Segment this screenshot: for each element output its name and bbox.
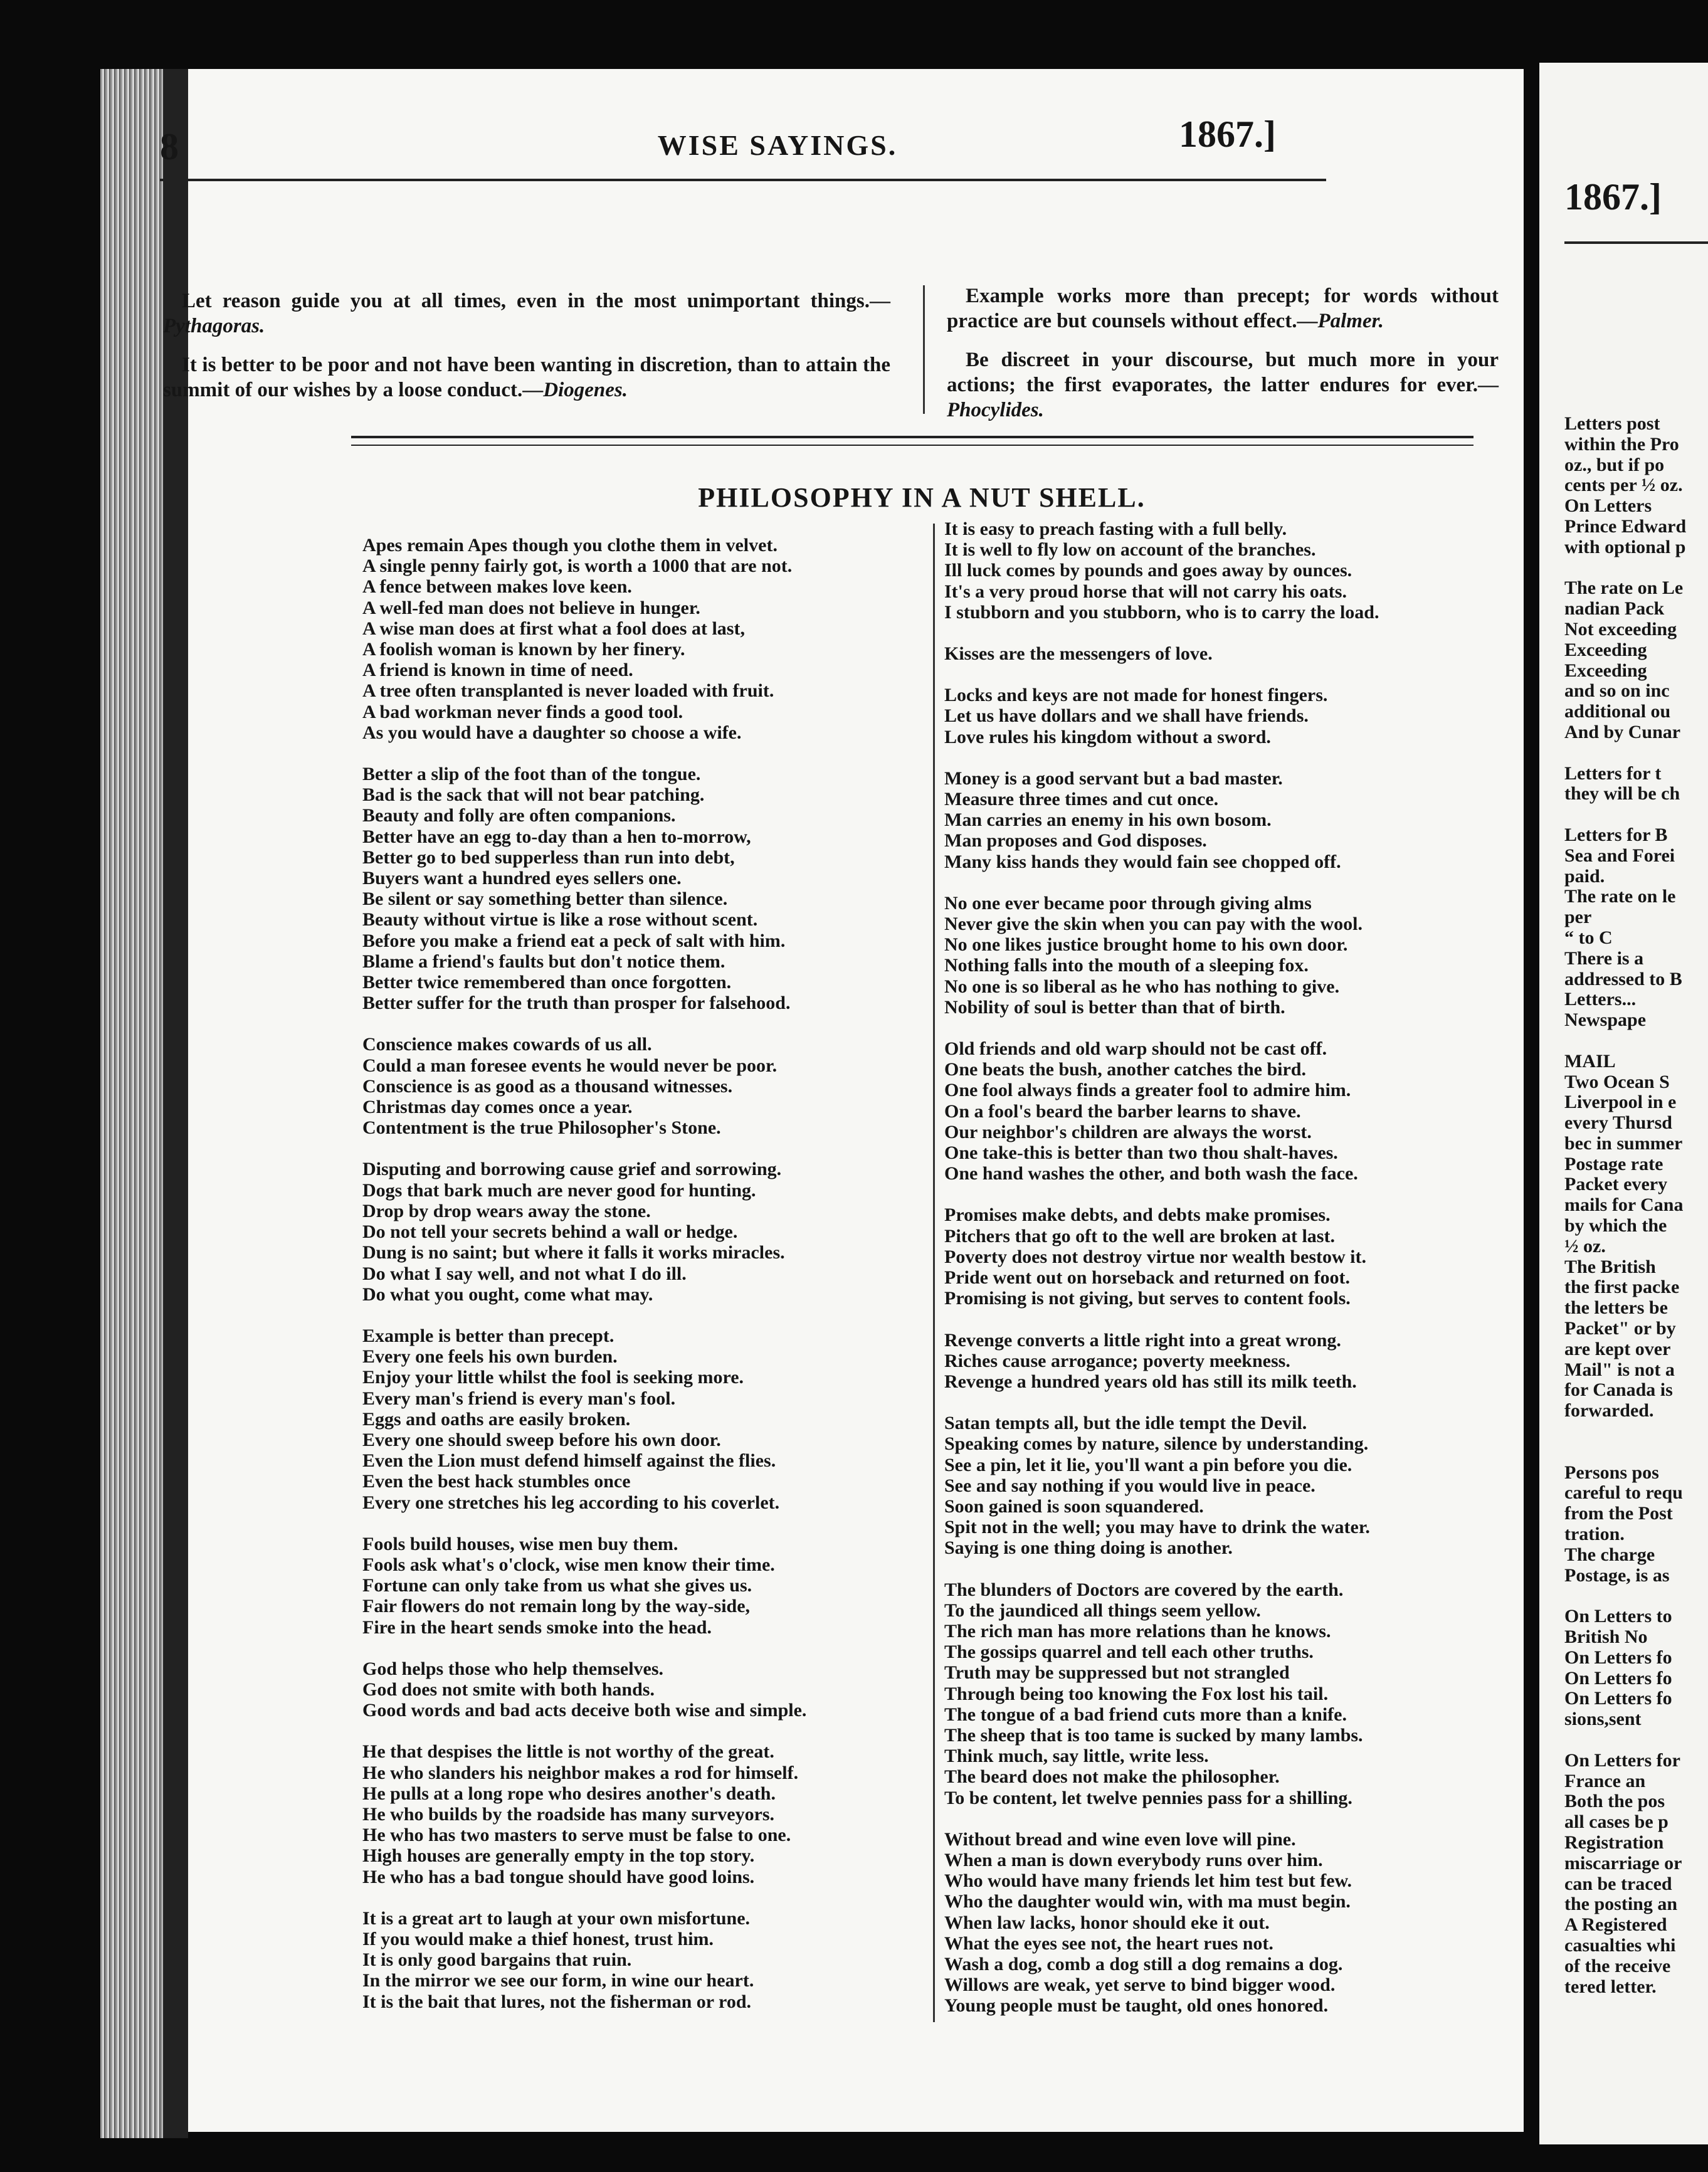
proverb-line: Old friends and old warp should not be cast off. bbox=[944, 1038, 1327, 1060]
proverb-line: In the mirror we see our form, in wine our heart. bbox=[362, 1970, 754, 1991]
proverb-line: It is easy to preach fasting with a full belly. bbox=[944, 519, 1287, 539]
proverb-line: Satan tempts all, but the idle tempt the Devil. bbox=[944, 1413, 1307, 1434]
section-title: PHILOSOPHY IN A NUT SHELL. bbox=[698, 482, 1146, 513]
proverb-line: No one ever became poor through giving alms bbox=[944, 892, 1312, 914]
adjacent-text-line: The charge bbox=[1564, 1544, 1655, 1565]
proverb-line: Fools build houses, wise men buy them. bbox=[362, 1533, 678, 1554]
adjacent-text-line: The rate on le bbox=[1564, 886, 1676, 907]
proverb-line: To be content, let twelve pennies pass for a shilling. bbox=[944, 1787, 1352, 1808]
adjacent-text-line: France an bbox=[1564, 1770, 1646, 1791]
proverb-line: Promising is not giving, but serves to content fools. bbox=[944, 1288, 1351, 1309]
proverb-line: A well-fed man does not believe in hunger. bbox=[362, 597, 700, 618]
proverb-line: If you would make a thief honest, trust him. bbox=[362, 1928, 714, 1949]
adjacent-text-line: Postage rate bbox=[1564, 1153, 1663, 1174]
proverb-line: Contentment is the true Philosopher's Stone. bbox=[362, 1117, 721, 1139]
proverb-line: Apes remain Apes though you clothe them in velvet. bbox=[362, 535, 778, 556]
proverbs-right-column bbox=[944, 519, 1509, 2037]
adjacent-text-line bbox=[1564, 1586, 1708, 1606]
proverb-group bbox=[362, 535, 927, 743]
proverb-line: Even the Lion must defend himself against the flies. bbox=[362, 1450, 776, 1472]
proverb-line: Conscience is as good as a thousand witnesses. bbox=[362, 1075, 733, 1097]
adjacent-text-line: miscarriage or bbox=[1564, 1852, 1682, 1874]
proverb-line: Many kiss hands they would fain see chopped off. bbox=[944, 851, 1341, 872]
proverb-group bbox=[944, 768, 1509, 872]
proverb-line: One beats the bush, another catches the bird. bbox=[944, 1059, 1306, 1080]
proverb-line: What the eyes see not, the heart rues not. bbox=[944, 1932, 1273, 1954]
proverb-group bbox=[944, 1205, 1509, 1309]
proverb-line: He who builds by the roadside has many surveyors. bbox=[362, 1803, 775, 1825]
proverb-line: The beard does not make the philosopher. bbox=[944, 1766, 1280, 1788]
adjacent-text-line: forwarded. bbox=[1564, 1400, 1654, 1421]
adjacent-text-line: Letters... bbox=[1564, 989, 1637, 1010]
proverb-line: Do what you ought, come what may. bbox=[362, 1284, 653, 1305]
adjacent-text-line: the first packe bbox=[1564, 1277, 1680, 1298]
adjacent-text-line: careful to requ bbox=[1564, 1482, 1683, 1504]
proverb-line: The rich man has more relations than he knows. bbox=[944, 1620, 1331, 1642]
proverb-line: He who slanders his neighbor makes a rod for himself. bbox=[362, 1762, 799, 1783]
quote: It is better to be poor and not have been wanting in discretion, than to attain the summit of our wishes by a loose conduct.—Diogenes. bbox=[163, 354, 890, 401]
proverb-line: See a pin, let it lie, you'll want a pin before you die. bbox=[944, 1454, 1352, 1475]
proverb-line: Saying is one thing doing is another. bbox=[944, 1537, 1233, 1559]
adjacent-text-line: mails for Cana bbox=[1564, 1194, 1684, 1216]
proverb-line: High houses are generally empty in the top story. bbox=[362, 1845, 755, 1867]
proverb-group bbox=[944, 893, 1509, 1018]
proverb-line: Dogs that bark much are never good for hunting. bbox=[362, 1179, 756, 1201]
proverb-line: The sheep that is too tame is sucked by many lambs. bbox=[944, 1724, 1363, 1746]
proverb-line: He that despises the little is not worthy of the great. bbox=[362, 1741, 774, 1763]
quote-divider bbox=[923, 285, 925, 414]
adjacent-text-line bbox=[1564, 1730, 1708, 1751]
adjacent-page bbox=[1539, 63, 1708, 2144]
adjacent-text-line bbox=[1564, 804, 1708, 825]
proverb-line: Eggs and oaths are easily broken. bbox=[362, 1408, 631, 1430]
proverb-group bbox=[944, 685, 1509, 747]
proverb-line: The gossips quarrel and tell each other truths. bbox=[944, 1642, 1314, 1663]
adjacent-text-line: Letters post bbox=[1564, 413, 1660, 434]
adjacent-text-line: Exceeding bbox=[1564, 660, 1647, 681]
proverb-line: A foolish woman is known by her finery. bbox=[362, 639, 685, 660]
quote: Example works more than precept; for words without practice are but counsels without effect.—Palmer. bbox=[947, 285, 1499, 332]
adjacent-text-line: sions,sent bbox=[1564, 1709, 1642, 1730]
adjacent-text-line: Packet" or by bbox=[1564, 1318, 1676, 1339]
proverb-line: Riches cause arrogance; poverty meekness. bbox=[944, 1350, 1290, 1371]
quote: Be discreet in your discourse, but much more in your actions; the first evaporates, the latter endures for ever.—Phocylides. bbox=[947, 349, 1499, 421]
proverb-line: Fire in the heart sends smoke into the head. bbox=[362, 1616, 712, 1638]
adjacent-text-line: bec in summer bbox=[1564, 1132, 1683, 1154]
adjacent-text-line: within the Pro bbox=[1564, 433, 1679, 455]
adjacent-text-line: casualties whi bbox=[1564, 1934, 1676, 1956]
adjacent-text-line: for Canada is bbox=[1564, 1379, 1673, 1401]
adjacent-text-line: Both the pos bbox=[1564, 1791, 1665, 1812]
proverb-line: Ill luck comes by pounds and goes away by ounces. bbox=[944, 560, 1352, 581]
header-rule bbox=[160, 179, 1326, 181]
proverb-group bbox=[944, 1579, 1509, 1808]
adjacent-text-line: On Letters fo bbox=[1564, 1688, 1672, 1709]
proverb-line: Truth may be suppressed but not strangled bbox=[944, 1662, 1290, 1684]
adjacent-text-line: the letters be bbox=[1564, 1297, 1668, 1319]
proverb-line: He who has a bad tongue should have good loins. bbox=[362, 1866, 755, 1887]
proverb-line: Better have an egg to-day than a hen to-morrow, bbox=[362, 826, 751, 847]
proverb-line: Blame a friend's faults but don't notice them. bbox=[362, 951, 725, 972]
proverb-line: Man carries an enemy in his own bosom. bbox=[944, 809, 1272, 831]
proverb-line: Bad is the sack that will not bear patching. bbox=[362, 784, 705, 806]
proverb-line: Willows are weak, yet serve to bind bigger wood. bbox=[944, 1974, 1336, 1996]
adjacent-text-line: Newspape bbox=[1564, 1010, 1647, 1031]
adjacent-text-line bbox=[1564, 558, 1708, 579]
proverb-line: One fool always finds a greater fool to admire him. bbox=[944, 1080, 1351, 1101]
proverb-line: Every one stretches his leg according to his coverlet. bbox=[362, 1492, 780, 1513]
proverb-line: As you would have a daughter so choose a wife. bbox=[362, 722, 742, 743]
section-rule bbox=[351, 436, 1473, 446]
adjacent-text-line: Sea and Forei bbox=[1564, 845, 1675, 866]
adjacent-text-line: Packet every bbox=[1564, 1174, 1668, 1195]
proverb-group bbox=[362, 764, 927, 1013]
proverb-line: Drop by drop wears away the stone. bbox=[362, 1200, 651, 1221]
proverb-line: No one is so liberal as he who has nothing to give. bbox=[944, 976, 1340, 997]
proverb-line: Fools ask what's o'clock, wise men know their time. bbox=[362, 1554, 775, 1575]
page-number: 8 bbox=[160, 126, 179, 167]
adjacent-text-line bbox=[1564, 1442, 1708, 1463]
adjacent-text-line: they will be ch bbox=[1564, 783, 1680, 804]
proverb-line: Revenge converts a little right into a great wrong. bbox=[944, 1329, 1341, 1351]
proverb-line: Wash a dog, comb a dog still a dog remains a dog. bbox=[944, 1953, 1343, 1974]
proverb-group bbox=[362, 1741, 927, 1887]
proverb-line: Beauty without virtue is like a rose without scent. bbox=[362, 909, 758, 930]
proverb-group bbox=[944, 1829, 1509, 2016]
proverb-line: Without bread and wine even love will pine. bbox=[944, 1828, 1296, 1850]
proverb-line: It is a great art to laugh at your own misfortune. bbox=[362, 1907, 751, 1929]
proverbs-left-column bbox=[362, 535, 927, 2033]
proverb-line: Do what I say well, and not what I do ill. bbox=[362, 1263, 687, 1284]
adjacent-text-line: On Letters fo bbox=[1564, 1667, 1672, 1689]
adjacent-text-line: cents per ½ oz. bbox=[1564, 475, 1683, 496]
proverb-line: Man proposes and God disposes. bbox=[944, 830, 1207, 851]
adjacent-text-line: of the receive bbox=[1564, 1955, 1671, 1976]
proverb-line: Soon gained is soon squandered. bbox=[944, 1495, 1204, 1517]
adjacent-text-line: Letters for t bbox=[1564, 762, 1662, 784]
proverb-line: Better a slip of the foot than of the tongue. bbox=[362, 764, 701, 785]
proverb-line: On a fool's beard the barber learns to shave. bbox=[944, 1100, 1301, 1122]
proverb-line: Pitchers that go oft to the well are broken at last. bbox=[944, 1225, 1335, 1247]
proverb-line: The tongue of a bad friend cuts more than a knife. bbox=[944, 1704, 1347, 1725]
proverb-line: Before you make a friend eat a peck of salt with him. bbox=[362, 930, 786, 951]
proverb-line: Be silent or say something better than silence. bbox=[362, 888, 728, 910]
adjacent-text-line: from the Post bbox=[1564, 1503, 1673, 1524]
proverb-line: Fair flowers do not remain long by the way-side, bbox=[362, 1596, 751, 1617]
adjacent-text-line: British No bbox=[1564, 1626, 1648, 1648]
page-year: 1867.] bbox=[1179, 113, 1276, 155]
adjacent-text-line: Postage, is as bbox=[1564, 1564, 1670, 1586]
proverb-line: Better go to bed supperless than run into debt, bbox=[362, 846, 735, 868]
adjacent-text-line: with optional p bbox=[1564, 536, 1686, 557]
proverb-line: Money is a good servant but a bad master. bbox=[944, 767, 1283, 789]
proverb-line: Who the daughter would win, with ma must begin. bbox=[944, 1891, 1351, 1912]
proverb-line: God does not smite with both hands. bbox=[362, 1679, 655, 1700]
adjacent-text-line: additional ou bbox=[1564, 701, 1671, 722]
adjacent-text-line: And by Cunar bbox=[1564, 721, 1681, 742]
proverb-line: One hand washes the other, and both wash the face. bbox=[944, 1163, 1358, 1184]
adjacent-text-line: nadian Pack bbox=[1564, 598, 1665, 619]
adjacent-text-line: Liverpool in e bbox=[1564, 1092, 1677, 1113]
adjacent-text-line: Registration bbox=[1564, 1832, 1664, 1853]
column-divider bbox=[933, 524, 935, 2022]
proverb-group bbox=[944, 1038, 1509, 1184]
adjacent-text-line: On Letters fo bbox=[1564, 1647, 1672, 1668]
proverb-line: When a man is down everybody runs over him. bbox=[944, 1849, 1323, 1870]
adjacent-text-line: Letters for B bbox=[1564, 824, 1668, 845]
adjacent-text-line: On Letters bbox=[1564, 495, 1652, 517]
proverb-line: A wise man does at first what a fool does at last, bbox=[362, 618, 745, 639]
proverb-line: When law lacks, honor should eke it out. bbox=[944, 1912, 1270, 1933]
adjacent-text-line bbox=[1564, 1421, 1708, 1442]
adjacent-text-line: the posting an bbox=[1564, 1894, 1678, 1915]
proverb-line: See and say nothing if you would live in peace. bbox=[944, 1475, 1315, 1496]
proverb-line: Promises make debts, and debts make promises. bbox=[944, 1205, 1331, 1226]
proverb-line: Revenge a hundred years old has still its milk teeth. bbox=[944, 1371, 1357, 1392]
proverb-line: Could a man foresee events he would never be poor. bbox=[362, 1055, 778, 1076]
proverb-line: Fortune can only take from us what she gives us. bbox=[362, 1575, 752, 1596]
adjacent-text-line: per bbox=[1564, 907, 1592, 928]
proverb-line: Christmas day comes once a year. bbox=[362, 1097, 633, 1118]
adjacent-text-line: Persons pos bbox=[1564, 1462, 1659, 1483]
proverb-line: Who would have many friends let him test but few. bbox=[944, 1870, 1352, 1892]
proverb-line: No one likes justice brought home to his own door. bbox=[944, 934, 1348, 956]
adjacent-text-line bbox=[1564, 743, 1708, 764]
proverb-group bbox=[362, 1326, 927, 1513]
proverb-line: Measure three times and cut once. bbox=[944, 789, 1219, 810]
proverb-line: A friend is known in time of need. bbox=[362, 660, 633, 681]
adjacent-text-line: tered letter. bbox=[1564, 1976, 1657, 1997]
proverb-line: Enjoy your little whilst the fool is seeking more. bbox=[362, 1367, 744, 1388]
proverb-line: Pride went out on horseback and returned on foot. bbox=[944, 1267, 1350, 1289]
adjacent-header-rule bbox=[1564, 241, 1708, 244]
proverb-line: It is only good bargains that ruin. bbox=[362, 1949, 632, 1971]
adjacent-text-line: by which the bbox=[1564, 1215, 1667, 1236]
quotes-right bbox=[947, 283, 1499, 436]
proverb-group bbox=[362, 1534, 927, 1638]
running-title: WISE SAYINGS. bbox=[657, 129, 898, 161]
proverb-line: A fence between makes love keen. bbox=[362, 576, 632, 598]
adjacent-text-line: tration. bbox=[1564, 1524, 1625, 1545]
adjacent-text-line: A Registered bbox=[1564, 1914, 1667, 1936]
adjacent-text-line: MAIL bbox=[1564, 1050, 1616, 1072]
proverb-line: Think much, say little, write less. bbox=[944, 1746, 1209, 1767]
proverb-line: Nothing falls into the mouth of a sleeping fox. bbox=[944, 955, 1309, 976]
proverb-line: God helps those who help themselves. bbox=[362, 1658, 664, 1679]
proverb-line: The blunders of Doctors are covered by the earth. bbox=[944, 1579, 1344, 1600]
quote: Let reason guide you at all times, even in the most unimportant things.—Pythagoras. bbox=[163, 290, 890, 337]
proverb-line: Example is better than precept. bbox=[362, 1325, 614, 1346]
proverb-line: Young people must be taught, old ones honored. bbox=[944, 1995, 1329, 2016]
proverb-line: Better twice remembered than once forgotten. bbox=[362, 972, 732, 993]
proverb-line: Let us have dollars and we shall have friends. bbox=[944, 705, 1309, 727]
adjacent-text-line: addressed to B bbox=[1564, 968, 1682, 989]
proverb-line: Disputing and borrowing cause grief and sorrowing. bbox=[362, 1159, 782, 1180]
adjacent-text-line: Prince Edward bbox=[1564, 515, 1687, 537]
proverb-group bbox=[362, 1034, 927, 1138]
proverb-line: I stubborn and you stubborn, who is to carry the load. bbox=[944, 601, 1379, 623]
proverb-line: Better suffer for the truth than prosper for falsehood. bbox=[362, 993, 791, 1014]
proverb-line: One take-this is better than two thou shalt-haves. bbox=[944, 1142, 1338, 1164]
proverb-line: It's a very proud horse that will not carry his oats. bbox=[944, 581, 1347, 602]
adjacent-text-line: every Thursd bbox=[1564, 1112, 1672, 1134]
adjacent-text-line: oz., but if po bbox=[1564, 454, 1665, 475]
proverb-line: A single penny fairly got, is worth a 1000 that are not. bbox=[362, 556, 793, 577]
adjacent-text-line: and so on inc bbox=[1564, 680, 1670, 702]
proverb-line: He pulls at a long rope who desires another's death. bbox=[362, 1783, 776, 1804]
adjacent-text-line: Two Ocean S bbox=[1564, 1071, 1670, 1092]
proverb-line: Beauty and folly are often companions. bbox=[362, 805, 676, 826]
proverb-line: Locks and keys are not made for honest fingers. bbox=[944, 685, 1328, 706]
proverb-group bbox=[362, 1159, 927, 1304]
adjacent-text-line: The rate on Le bbox=[1564, 577, 1684, 599]
proverb-group bbox=[362, 1908, 927, 2012]
adjacent-text-line: Exceeding bbox=[1564, 639, 1647, 660]
proverb-line: Every man's friend is every man's fool. bbox=[362, 1388, 676, 1409]
proverb-line: Dung is no saint; but where it falls it works miracles. bbox=[362, 1242, 785, 1263]
adjacent-text-line: paid. bbox=[1564, 865, 1605, 887]
proverb-line: Every one should sweep before his own door. bbox=[362, 1429, 721, 1450]
adjacent-text-line: On Letters for bbox=[1564, 1749, 1680, 1771]
proverb-group bbox=[944, 643, 1509, 664]
proverb-line: A bad workman never finds a good tool. bbox=[362, 701, 683, 722]
proverb-line: Spit not in the well; you may have to drink the water. bbox=[944, 1517, 1370, 1538]
quotes-left bbox=[163, 288, 890, 416]
proverb-line: Kisses are the messengers of love. bbox=[944, 643, 1213, 665]
adjacent-text-line bbox=[1564, 1031, 1708, 1052]
adjacent-text-line: Not exceeding bbox=[1564, 618, 1677, 640]
proverb-line: Love rules his kingdom without a sword. bbox=[944, 726, 1271, 747]
proverb-group bbox=[362, 1658, 927, 1721]
proverb-line: Conscience makes cowards of us all. bbox=[362, 1034, 652, 1055]
adjacent-page-text bbox=[1564, 414, 1708, 1997]
adjacent-page-year: 1867.] bbox=[1564, 176, 1662, 218]
proverb-line: Never give the skin when you can pay with the wool. bbox=[944, 914, 1363, 935]
proverb-line: Buyers want a hundred eyes sellers one. bbox=[362, 868, 682, 889]
adjacent-text-line: all cases be p bbox=[1564, 1811, 1668, 1833]
adjacent-text-line: On Letters to bbox=[1564, 1606, 1672, 1627]
adjacent-text-line: “ to C bbox=[1564, 927, 1613, 948]
proverb-line: It is well to fly low on account of the branches. bbox=[944, 539, 1316, 561]
proverb-line: To the jaundiced all things seem yellow. bbox=[944, 1600, 1261, 1621]
proverb-line: Nobility of soul is better than that of birth. bbox=[944, 996, 1285, 1018]
adjacent-text-line: The British bbox=[1564, 1256, 1656, 1277]
proverb-line: A tree often transplanted is never loaded with fruit. bbox=[362, 680, 774, 702]
proverb-line: Through being too knowing the Fox lost his tail. bbox=[944, 1683, 1329, 1704]
adjacent-text-line: There is a bbox=[1564, 947, 1644, 969]
proverb-line: Every one feels his own burden. bbox=[362, 1346, 618, 1368]
adjacent-text-line: are kept over bbox=[1564, 1338, 1671, 1359]
proverb-line: Our neighbor's children are always the worst. bbox=[944, 1121, 1312, 1142]
proverb-line: Do not tell your secrets behind a wall or hedge. bbox=[362, 1221, 738, 1243]
proverb-line: It is the bait that lures, not the fisherman or rod. bbox=[362, 1991, 752, 2012]
proverb-line: Even the best hack stumbles once bbox=[362, 1471, 631, 1492]
proverb-group bbox=[944, 1413, 1509, 1558]
proverb-group bbox=[944, 519, 1509, 623]
proverb-line: Poverty does not destroy virtue nor wealth bestow it. bbox=[944, 1246, 1366, 1267]
proverb-line: Speaking comes by nature, silence by understanding. bbox=[944, 1433, 1369, 1455]
adjacent-text-line: ½ oz. bbox=[1564, 1235, 1606, 1257]
proverb-line: Good words and bad acts deceive both wise and simple. bbox=[362, 1700, 807, 1721]
adjacent-text-line: Mail" is not a bbox=[1564, 1359, 1675, 1380]
adjacent-text-line: can be traced bbox=[1564, 1873, 1672, 1894]
proverb-group bbox=[944, 1330, 1509, 1393]
proverb-line: He who has two masters to serve must be false to one. bbox=[362, 1825, 791, 1846]
